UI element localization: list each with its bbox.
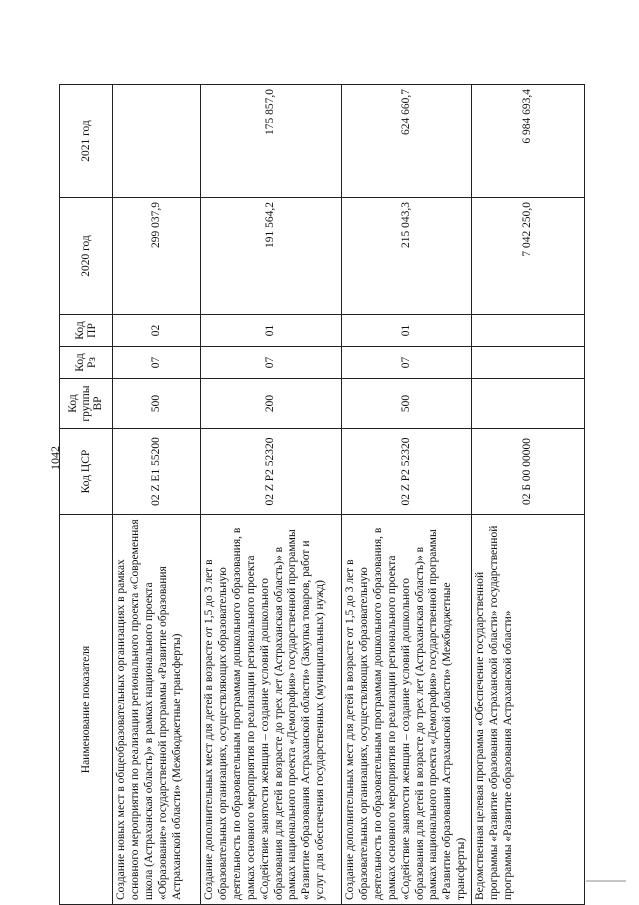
row-2020: 7 042 250,0: [471, 198, 584, 315]
row-name: Ведомственная целевая программа «Обеспечение государственной программы «Развитие образования Астраханской области» государственной программы «Развитие образования Астраханской области»: [471, 515, 584, 905]
header-vr: Код группы ВР: [59, 379, 112, 429]
row-2021: [112, 85, 200, 198]
row-2020: 191 564,2: [200, 198, 341, 315]
row-csr: 02 Z P2 52320: [341, 429, 471, 515]
table-row: [471, 85, 584, 905]
row-vr: [471, 379, 584, 429]
row-2021: 624 660,7: [341, 85, 471, 198]
table-row: [112, 85, 200, 905]
header-2021: 2021 год: [59, 85, 112, 198]
row-pr: [471, 315, 584, 347]
rotated-table-container: [59, 85, 581, 905]
row-name: Создание новых мест в общеобразовательных организациях в рамках основного мероприятия по реализации регионального проекта «Современная школа (Астраханская область)» в рамках национального проекта «Образование» государственной программы «Развитие образования Астраханской области» (Межбюджетные трансферты): [112, 515, 200, 905]
row-vr: 500: [112, 379, 200, 429]
header-2020: 2020 год: [59, 198, 112, 315]
row-rz: [471, 347, 584, 379]
row-rz: 07: [341, 347, 471, 379]
row-pr: 01: [341, 315, 471, 347]
header-csr: Код ЦСР: [59, 429, 112, 515]
header-row: [59, 85, 112, 905]
row-name: Создание дополнительных мест для детей в возрасте от 1,5 до 3 лет в образовательных организациях, осуществляющих образовательную деятельность по образовательным программам дошкольного образования, в рамках основного мероприятия по реализации регионального проекта «Содействие занятости женщин – создание условий дошкольного образования для детей в возрасте до трех лет (Астраханская область)» в рамках национального проекта «Демография» государственной программы «Развитие образования Астраханской области» (Закупка товаров, работ и услуг для обеспечения государственных (муниципальных) нужд): [200, 515, 341, 905]
row-vr: 200: [200, 379, 341, 429]
row-vr: 500: [341, 379, 471, 429]
header-pr: Код ПР: [59, 315, 112, 347]
row-pr: 02: [112, 315, 200, 347]
budget-table: [59, 84, 585, 905]
table-row: [341, 85, 471, 905]
row-pr: 01: [200, 315, 341, 347]
row-2021: 6 984 693,4: [471, 85, 584, 198]
row-csr: 02 Z E1 55200: [112, 429, 200, 515]
row-csr: 02 Б 00 00000: [471, 429, 584, 515]
row-2020: 299 037,9: [112, 198, 200, 315]
row-rz: 07: [112, 347, 200, 379]
row-2020: 215 043,3: [341, 198, 471, 315]
row-name: Создание дополнительных мест для детей в возрасте от 1,5 до 3 лет в образовательных организациях, осуществляющих образовательную деятельность по образовательным программам дошкольного образования, в рамках основного мероприятия по реализации регионального проекта «Содействие занятости женщин – создание условий дошкольного образования для детей в возрасте до трех лет (Астраханская область)» в рамках национального проекта «Демография» государственной программы «Развитие образования Астраханской области» (Межбюджетные трансферты): [341, 515, 471, 905]
header-rz: Код Рз: [59, 347, 112, 379]
page-number: 1042: [48, 446, 62, 470]
row-rz: 07: [200, 347, 341, 379]
row-2021: 175 857,0: [200, 85, 341, 198]
table-row: [200, 85, 341, 905]
row-csr: 02 Z P2 52320: [200, 429, 341, 515]
header-name: Наименование показателя: [59, 515, 112, 905]
scan-edge-mark: [586, 880, 626, 882]
